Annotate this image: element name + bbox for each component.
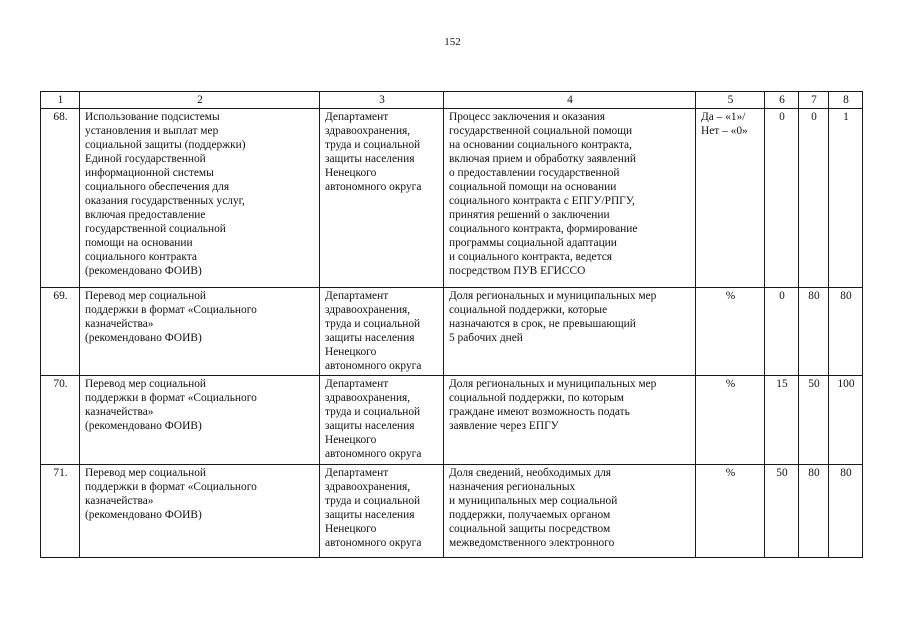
header-cell-2: 2 [80,92,320,109]
value-col-6: 15 [765,376,799,465]
indicators-table [40,91,863,558]
table-row [41,109,863,288]
header-row [41,92,863,109]
unit-of-measure: Да – «1»/ Нет – «0» [696,109,765,288]
value-col-6: 50 [765,465,799,558]
table-row [41,288,863,376]
indicator-description: Доля региональных и муниципальных мер социальной поддержки, которые назначаются в срок, не превышающий 5 рабочих дней [444,288,696,376]
row-number: 69. [41,288,80,376]
indicator-description: Доля сведений, необходимых для назначения региональных и муниципальных мер социальной поддержки, получаемых органом социальной защиты посредством межведомственного электронного [444,465,696,558]
row-number: 68. [41,109,80,288]
measure-name: Использование подсистемы установления и выплат мер социальной защиты (поддержки) Единой государственной информационной системы социального обеспечения для оказания государственных услуг, включая предоставление государственной социальной помощи на основании социального контракта (рекомендовано ФОИВ) [80,109,320,288]
table-row [41,465,863,558]
unit-of-measure: % [696,288,765,376]
measure-name: Перевод мер социальной поддержки в формат «Социального казначейства» (рекомендовано ФОИВ) [80,376,320,465]
measure-name: Перевод мер социальной поддержки в формат «Социального казначейства» (рекомендовано ФОИВ) [80,465,320,558]
value-col-8: 80 [829,288,863,376]
value-col-6: 0 [765,288,799,376]
row-number: 70. [41,376,80,465]
header-cell-7: 7 [799,92,829,109]
header-cell-8: 8 [829,92,863,109]
responsible-body: Департамент здравоохранения, труда и социальной защиты населения Ненецкого автономного округа [320,109,444,288]
value-col-8: 80 [829,465,863,558]
responsible-body: Департамент здравоохранения, труда и социальной защиты населения Ненецкого автономного округа [320,465,444,558]
unit-of-measure: % [696,376,765,465]
responsible-body: Департамент здравоохранения, труда и социальной защиты населения Ненецкого автономного округа [320,376,444,465]
measure-name: Перевод мер социальной поддержки в формат «Социального казначейства» (рекомендовано ФОИВ) [80,288,320,376]
page-number: 152 [444,36,461,48]
value-col-8: 100 [829,376,863,465]
header-cell-3: 3 [320,92,444,109]
value-col-6: 0 [765,109,799,288]
responsible-body: Департамент здравоохранения, труда и социальной защиты населения Ненецкого автономного округа [320,288,444,376]
unit-of-measure: % [696,465,765,558]
value-col-7: 50 [799,376,829,465]
header-cell-6: 6 [765,92,799,109]
value-col-7: 0 [799,109,829,288]
value-col-8: 1 [829,109,863,288]
row-number: 71. [41,465,80,558]
header-cell-5: 5 [696,92,765,109]
indicator-description: Доля региональных и муниципальных мер социальной поддержки, по которым граждане имеют возможность подать заявление через ЕПГУ [444,376,696,465]
header-cell-4: 4 [444,92,696,109]
value-col-7: 80 [799,465,829,558]
indicator-description: Процесс заключения и оказания государственной социальной помощи на основании социального контракта, включая прием и обработку заявлений о предоставлении государственной социальной помощи на основании социального контракта с ЕПГУ/РПГУ, принятия решений о заключении социального контракта, формирование программы социальной адаптации и социального контракта, ведется посредством ПУВ ЕГИССО [444,109,696,288]
table-row [41,376,863,465]
header-cell-1: 1 [41,92,80,109]
value-col-7: 80 [799,288,829,376]
